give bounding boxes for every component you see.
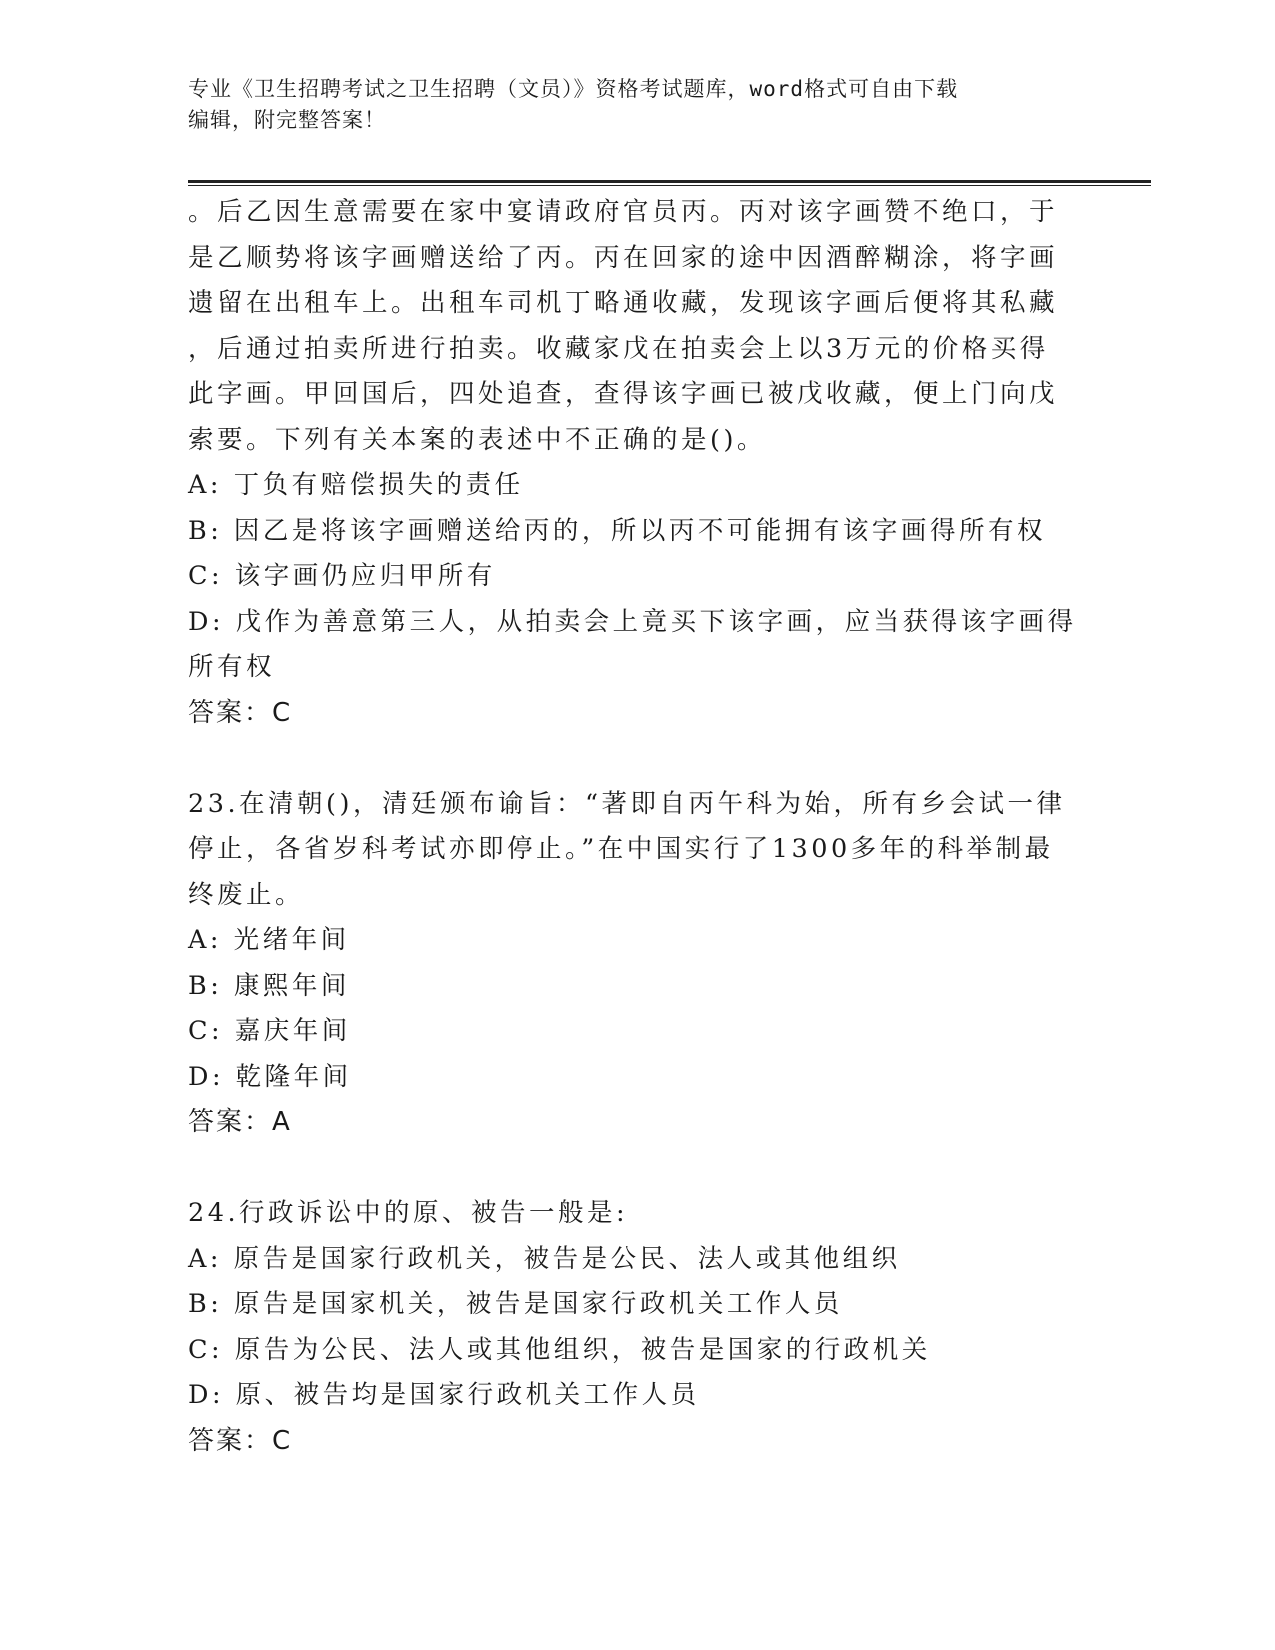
option-a: A: 原告是国家行政机关，被告是公民、法人或其他组织 <box>188 1243 901 1274</box>
document-body <box>188 190 1088 1464</box>
answer-line: 答案：A <box>188 1107 292 1137</box>
option-b: B: 原告是国家机关，被告是国家行政机关工作人员 <box>188 1289 843 1319</box>
question-spacer <box>188 736 1088 782</box>
question-stem-line: 是乙顺势将该字画赠送给了丙。丙在回家的途中因酒醉糊涂，将字画 <box>188 242 1059 273</box>
option-d-continued: 所有权 <box>188 652 276 682</box>
option-d: D: 原、被告均是国家行政机关工作人员 <box>188 1380 700 1410</box>
page-header <box>188 74 1088 136</box>
question-stem-line: ，后通过拍卖所进行拍卖。收藏家戊在拍卖会上以3万元的价格买得 <box>188 333 1049 364</box>
question-stem-line: 23.在清朝()，清廷颁布谕旨：“著即自丙午科为始，所有乡会试一律 <box>188 788 1066 819</box>
question-stem-line: 24.行政诉讼中的原、被告一般是: <box>188 1198 629 1228</box>
header-line-2: 编辑，附完整答案！ <box>188 108 386 132</box>
answer-line: 答案：C <box>188 697 293 728</box>
option-d: D: 戊作为善意第三人，从拍卖会上竟买下该字画，应当获得该字画得 <box>188 606 1077 637</box>
header-divider <box>188 180 1151 183</box>
header-divider-thin <box>188 185 1151 186</box>
question-stem-line: 遗留在出租车上。出租车司机丁略通收藏，发现该字画后便将其私藏 <box>188 288 1059 318</box>
option-b: B: 因乙是将该字画赠送给丙的，所以丙不可能拥有该字画得所有权 <box>188 515 1046 546</box>
answer-line: 答案：C <box>188 1425 293 1456</box>
question-stem-line: 此字画。甲回国后，四处追查，查得该字画已被戊收藏，便上门向戊 <box>188 379 1059 409</box>
option-c: C: 该字画仍应归甲所有 <box>188 561 496 591</box>
option-c: C: 嘉庆年间 <box>188 1016 351 1046</box>
option-a: A: 丁负有赔偿损失的责任 <box>188 470 524 500</box>
question-24 <box>188 1191 1088 1464</box>
option-a: A: 光绪年间 <box>188 925 350 955</box>
header-line-1: 专业《卫生招聘考试之卫生招聘（文员）》资格考试题库，word格式可自由下载 <box>188 77 959 101</box>
question-22 <box>188 190 1088 736</box>
option-b: B: 康熙年间 <box>188 970 350 1001</box>
question-stem-line: 。后乙因生意需要在家中宴请政府官员丙。丙对该字画赞不绝口，于 <box>188 197 1059 227</box>
question-stem-line: 停止，各省岁科考试亦即停止。”在中国实行了1300多年的科举制最 <box>188 834 1054 864</box>
question-stem-line: 索要。下列有关本案的表述中不正确的是()。 <box>188 424 766 455</box>
question-23 <box>188 782 1088 1146</box>
option-c: C: 原告为公民、法人或其他组织，被告是国家的行政机关 <box>188 1334 931 1365</box>
question-stem-line: 终废止。 <box>188 879 305 910</box>
question-spacer <box>188 1146 1088 1192</box>
option-d: D: 乾隆年间 <box>188 1061 352 1092</box>
